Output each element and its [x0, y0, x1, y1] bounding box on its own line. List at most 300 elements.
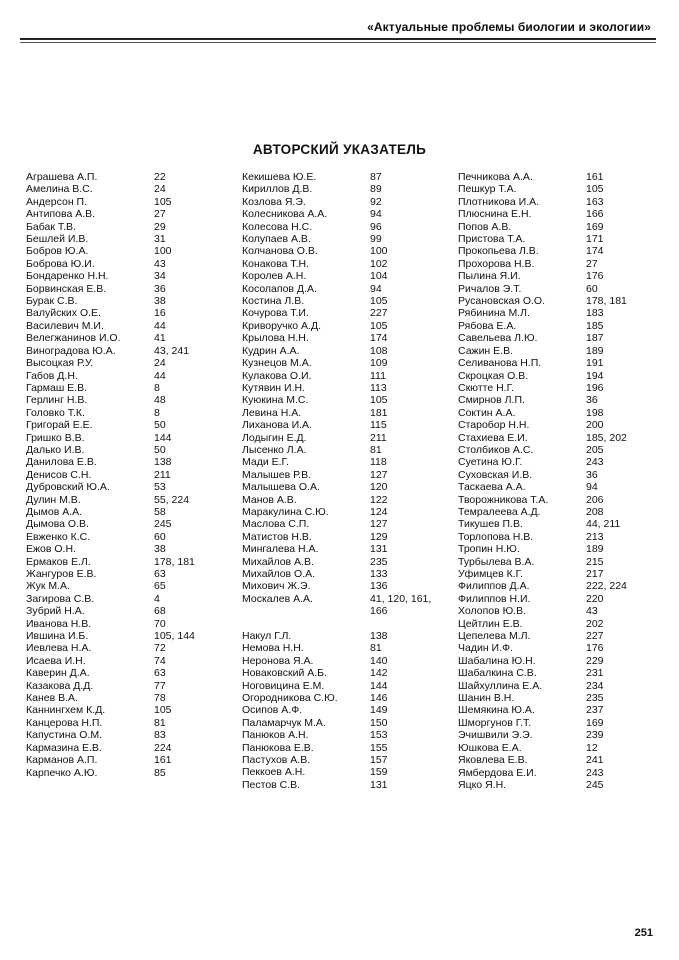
page-refs: 16: [154, 307, 166, 320]
author-name: Шайхуллина Е.А.: [458, 679, 543, 692]
author-name: Королев А.Н.: [242, 270, 307, 283]
author-name: Гармаш Е.В.: [26, 381, 88, 394]
page-refs: 222, 224: [586, 580, 627, 593]
page-refs: 169: [586, 220, 604, 233]
author-name: Дымова О.В.: [26, 518, 89, 531]
page-refs: 227: [370, 307, 388, 320]
index-entry: [458, 779, 666, 791]
page-refs: 105: [154, 704, 172, 717]
author-name: Соктин А.А.: [458, 406, 516, 419]
author-name: Ившина И.Б.: [26, 630, 89, 643]
author-name: Конакова Т.Н.: [242, 257, 310, 270]
index-entry: [242, 704, 446, 716]
index-entry: [26, 320, 234, 332]
author-name: Сажин Е.В.: [458, 344, 513, 357]
page-refs: 50: [154, 419, 166, 432]
page-refs: 63: [154, 667, 166, 680]
author-name: Пеккоев А.Н.: [242, 766, 306, 779]
index-entry: [242, 208, 446, 220]
author-name: Михайлов О.А.: [242, 568, 316, 580]
page-refs: 150: [370, 716, 388, 729]
page-refs: 122: [370, 493, 388, 506]
index-entry: [458, 444, 666, 456]
page-refs: 202: [586, 617, 604, 630]
author-name: Бешлей И.В.: [26, 233, 89, 246]
page-refs: 8: [154, 381, 160, 394]
page-refs: 189: [586, 344, 604, 357]
author-name: Головко Т.К.: [26, 406, 85, 419]
page-refs: 124: [370, 505, 388, 518]
page-refs: 208: [586, 505, 604, 518]
author-name: Ермаков Е.Л.: [26, 555, 91, 568]
author-name: Неронова Я.А.: [242, 654, 314, 667]
index-entry: [458, 283, 666, 295]
page-refs: 159: [370, 766, 388, 779]
author-name: Шморгунов Г.Т.: [458, 716, 532, 729]
page-refs: 224: [154, 741, 172, 754]
index-entry: [242, 295, 446, 307]
index-entry: [242, 233, 446, 245]
index-entry: [26, 618, 234, 630]
author-name: Виноградова Ю.А.: [26, 344, 116, 357]
page-refs: 36: [586, 468, 598, 481]
index-entry: [26, 494, 234, 506]
page-refs: 231: [586, 667, 604, 680]
author-name: Ноговицина Е.М.: [242, 679, 325, 692]
index-entry: [242, 543, 446, 555]
index-entry: [26, 332, 234, 344]
author-name: Огородникова С.Ю.: [242, 692, 338, 705]
author-name: Высоцкая Р.У.: [26, 357, 94, 370]
page-refs: 105: [370, 295, 388, 308]
author-name: Боброва Ю.И.: [26, 257, 95, 270]
index-entry: [458, 481, 666, 493]
author-name: Мингалева Н.А.: [242, 543, 319, 556]
page-refs: 146: [370, 692, 388, 705]
author-name: Кочурова Т.И.: [242, 307, 309, 320]
page-refs: 200: [586, 419, 604, 432]
author-name: Селиванова Н.П.: [458, 357, 542, 370]
index-entry: [458, 531, 666, 543]
page-refs: 129: [370, 530, 388, 543]
index-entry: [26, 754, 234, 766]
author-name: Плотникова И.А.: [458, 195, 540, 208]
page-refs: 138: [154, 456, 172, 469]
index-title: АВТОРСКИЙ УКАЗАТЕЛЬ: [252, 142, 427, 157]
author-name: Яцко Я.Н.: [458, 778, 507, 791]
index-entry: [26, 692, 234, 704]
index-entry: [242, 320, 446, 332]
index-entry: [458, 742, 666, 754]
author-name: Косолапов Д.А.: [242, 282, 317, 295]
page-refs: 149: [370, 704, 388, 717]
index-entry: [242, 345, 446, 357]
page-refs: 169: [586, 716, 604, 729]
author-name: Накул Г.Л.: [242, 630, 292, 643]
index-entry: [242, 481, 446, 493]
author-name: Колчанова О.В.: [242, 245, 318, 258]
page-refs: 178, 181: [586, 295, 627, 308]
index-entry: [26, 196, 234, 208]
index-entry: [458, 221, 666, 233]
index-entry: [26, 568, 234, 580]
author-name: Антипова А.В.: [26, 208, 96, 221]
page-refs: 105: [370, 319, 388, 332]
index-entry: [242, 667, 446, 679]
index-entry: [458, 394, 666, 406]
page-refs: 185, 202: [586, 431, 627, 444]
index-entry: [242, 357, 446, 369]
page-refs: 157: [370, 754, 388, 767]
page-refs: 133: [370, 568, 388, 580]
page-refs: 111: [370, 369, 386, 382]
page-refs: 205: [586, 443, 604, 456]
index-entry: [26, 593, 234, 605]
index-entry: [26, 283, 234, 295]
page-refs: 92: [370, 195, 382, 208]
page-refs: 41, 120, 161, 166: [370, 592, 432, 618]
page-refs: 239: [586, 729, 604, 742]
index-entry: [458, 208, 666, 220]
page-number: 251: [634, 927, 653, 939]
index-entry: [26, 506, 234, 518]
index-entry: [26, 605, 234, 617]
author-name: Мади Е.Г.: [242, 456, 289, 469]
index-entry: [458, 258, 666, 270]
page-refs: 27: [154, 208, 166, 221]
author-name: Попов А.В.: [458, 220, 512, 233]
index-entry: [242, 593, 446, 618]
index-entry: [26, 717, 234, 729]
index-entry: [242, 518, 446, 530]
page-refs: 72: [154, 642, 166, 655]
author-name: Кекишева Ю.Е.: [242, 171, 317, 183]
index-entry: [26, 481, 234, 493]
page-refs: 44: [154, 319, 166, 332]
index-entry: [242, 680, 446, 692]
index-entry: [242, 729, 446, 741]
author-name: Каверин Д.А.: [26, 667, 90, 680]
page-refs: 115: [370, 419, 387, 432]
index-entry: [458, 642, 666, 654]
author-name: Михайлов А.В.: [242, 555, 314, 568]
author-name: Стахиева Е.И.: [458, 431, 528, 444]
page-refs: 163: [586, 195, 604, 208]
author-name: Юшкова Е.А.: [458, 741, 522, 754]
author-name: Темралеева А.Д.: [458, 505, 541, 518]
index-entry: [458, 171, 666, 183]
page-refs: 131: [370, 778, 388, 791]
index-entry: [242, 456, 446, 468]
header-rule-thick: [20, 38, 656, 40]
index-entry: [458, 307, 666, 319]
author-name: Иевлева Н.А.: [26, 642, 92, 655]
page-refs: 94: [370, 282, 382, 295]
index-column-3: [458, 171, 666, 791]
page-refs: 89: [370, 183, 382, 196]
index-entry: [242, 444, 446, 456]
index-entry: [458, 717, 666, 729]
page-refs: 191: [586, 357, 604, 370]
page-refs: 100: [370, 245, 388, 258]
author-name: Денисов С.Н.: [26, 468, 92, 481]
page-refs: 155: [370, 741, 388, 754]
index-entry: [242, 766, 446, 778]
author-name: Русановская О.О.: [458, 295, 546, 308]
index-entry: [242, 258, 446, 270]
index-entry: [242, 394, 446, 406]
index-entry: [242, 642, 446, 654]
page-refs: 29: [154, 220, 166, 233]
author-name: Столбиков А.С.: [458, 443, 534, 456]
header-rule-thin: [20, 42, 656, 43]
page-refs: 105: [370, 394, 388, 407]
author-name: Карпечко А.Ю.: [26, 766, 98, 779]
author-name: Загирова С.В.: [26, 592, 95, 605]
page-refs: 12: [586, 741, 598, 754]
index-entry: [26, 518, 234, 530]
page-refs: 118: [370, 456, 387, 469]
page-refs: 245: [154, 518, 172, 531]
index-entry: [26, 432, 234, 444]
author-name: Осипов А.Ф.: [242, 704, 303, 717]
index-entry: [242, 469, 446, 481]
page-refs: 36: [586, 394, 598, 407]
index-entry: [242, 717, 446, 729]
page-refs: 206: [586, 493, 604, 506]
page-refs: 235: [370, 555, 388, 568]
index-entry: [458, 767, 666, 779]
author-name: Новаковский А.Б.: [242, 667, 327, 680]
page-refs: 31: [154, 233, 166, 246]
page-refs: 166: [586, 208, 604, 221]
index-entry: [26, 245, 234, 257]
index-entry: [26, 357, 234, 369]
author-name: Зубрий Н.А.: [26, 605, 85, 618]
page-refs: 120: [370, 481, 388, 494]
page-refs: 60: [586, 282, 598, 295]
page-refs: 215: [586, 555, 604, 568]
author-name: Шанин В.Н.: [458, 692, 515, 705]
index-entry: [458, 506, 666, 518]
author-name: Куюкина М.С.: [242, 394, 309, 407]
author-name: Бондаренко Н.Н.: [26, 270, 109, 283]
index-entry: [458, 543, 666, 555]
page-refs: 96: [370, 220, 382, 233]
author-name: Каннингхем К.Д.: [26, 704, 106, 717]
author-name: Крылова Н.Н.: [242, 332, 309, 345]
author-name: Казакова Д.Д.: [26, 679, 94, 692]
page-refs: 198: [586, 406, 604, 419]
index-entry: [26, 419, 234, 431]
author-name: Маракулина С.Ю.: [242, 505, 329, 518]
page-refs: 229: [586, 654, 604, 667]
index-entry: [458, 667, 666, 679]
page-refs: 161: [154, 754, 172, 767]
page-refs: 136: [370, 580, 388, 593]
index-entry: [242, 655, 446, 667]
page-refs: 187: [586, 332, 604, 345]
page-refs: 105: [586, 183, 604, 196]
author-name: Амелина В.С.: [26, 183, 93, 196]
page-refs: 81: [154, 716, 166, 729]
index-entry: [26, 704, 234, 716]
page-refs: 53: [154, 481, 166, 494]
index-entry: [458, 432, 666, 444]
author-name: Ричалов Э.Т.: [458, 282, 522, 295]
author-name: Панюкова Е.В.: [242, 741, 314, 754]
index-entry: [458, 593, 666, 605]
index-entry: [242, 332, 446, 344]
index-entry: [242, 580, 446, 592]
page-refs: 105, 144: [154, 630, 195, 643]
page-refs: 4: [154, 592, 160, 605]
page-refs: 153: [370, 729, 388, 742]
author-name: Пестов С.В.: [242, 778, 301, 791]
index-entry: [458, 469, 666, 481]
page-refs: 100: [154, 245, 172, 258]
index-entry: [458, 270, 666, 282]
author-name: Рябова Е.А.: [458, 319, 517, 332]
index-entry: [26, 171, 234, 183]
index-entry: [458, 568, 666, 580]
author-name: Кармазина Е.В.: [26, 741, 102, 754]
author-name: Прохорова Н.В.: [458, 257, 535, 270]
author-name: Цепелева М.Л.: [458, 630, 531, 643]
author-name: Уфимцев К.Г.: [458, 568, 523, 580]
page-refs: 27: [586, 257, 598, 270]
page-refs: 245: [586, 778, 604, 791]
index-entry: [242, 171, 446, 183]
index-column-2: [242, 171, 446, 791]
author-name: Турбылева В.А.: [458, 555, 535, 568]
index-entry: [26, 667, 234, 679]
author-name: Михович Ж.Э.: [242, 580, 311, 593]
page-refs: 104: [370, 270, 388, 283]
page-refs: 43: [154, 257, 166, 270]
page-refs: 140: [370, 654, 388, 667]
index-entry: [242, 307, 446, 319]
author-name: Левина Н.А.: [242, 406, 302, 419]
index-entry: [242, 556, 446, 568]
index-entry: [26, 456, 234, 468]
author-name: Манов А.В.: [242, 493, 297, 506]
page-refs: 108: [370, 344, 388, 357]
page-refs: 78: [154, 692, 166, 705]
page-refs: 105: [154, 195, 172, 208]
author-name: [242, 618, 370, 630]
page-refs: 43, 241: [154, 344, 190, 357]
author-name: Бобров Ю.А.: [26, 245, 89, 258]
index-entry: [458, 332, 666, 344]
author-name: Паламарчук М.А.: [242, 716, 326, 729]
index-entry: [458, 357, 666, 369]
author-name: Карманов А.П.: [26, 754, 98, 767]
author-name: Костина Л.В.: [242, 295, 305, 308]
page-refs: 87: [370, 171, 382, 183]
author-name: Плюснина Е.Н.: [458, 208, 532, 221]
author-name: Суетина Ю.Г.: [458, 456, 523, 469]
author-name: Криворучко А.Д.: [242, 319, 321, 332]
author-name: Исаева И.Н.: [26, 654, 86, 667]
author-name: Гришко В.В.: [26, 431, 85, 444]
index-entry: [26, 382, 234, 394]
index-entry: [458, 680, 666, 692]
index-entry: [458, 382, 666, 394]
page-refs: 174: [370, 332, 388, 345]
page-refs: 38: [154, 543, 166, 556]
author-name: Немова Н.Н.: [242, 642, 304, 655]
page-refs: 211: [370, 431, 387, 444]
author-name: Колесова Н.С.: [242, 220, 313, 233]
index-entry: [458, 518, 666, 530]
page-refs: 55, 224: [154, 493, 190, 506]
index-entry: [26, 580, 234, 592]
author-name: Кудрин А.А.: [242, 344, 300, 357]
index-entry: [458, 630, 666, 642]
index-entry: [458, 618, 666, 630]
index-entry: [242, 568, 446, 580]
index-entry: [458, 196, 666, 208]
index-entry: [458, 320, 666, 332]
author-name: Козлова Я.Э.: [242, 195, 306, 208]
page-refs: 24: [154, 183, 166, 196]
author-name: Борвинская Е.В.: [26, 282, 107, 295]
author-name: Дымов А.А.: [26, 505, 83, 518]
index-entry: [242, 742, 446, 754]
author-name: Валуйских О.Е.: [26, 307, 101, 320]
page-refs: [370, 618, 446, 630]
index-entry: [458, 754, 666, 766]
index-entry: [458, 456, 666, 468]
author-name: Кулакова О.И.: [242, 369, 312, 382]
index-entry: [458, 407, 666, 419]
index-entry: [242, 692, 446, 704]
page-refs: 58: [154, 505, 166, 518]
author-name: Дулин М.В.: [26, 493, 81, 506]
author-name: Чадин И.Ф.: [458, 642, 513, 655]
page-refs: 234: [586, 679, 604, 692]
page-refs: 138: [370, 630, 388, 643]
page-refs: 44, 211: [586, 518, 621, 531]
index-entry: [458, 704, 666, 716]
index-entry: [26, 183, 234, 195]
page-refs: 176: [586, 642, 604, 655]
author-name: Творожникова Т.А.: [458, 493, 549, 506]
index-entry: [242, 196, 446, 208]
author-name: Цейтлин Е.В.: [458, 617, 523, 630]
index-entry: [26, 469, 234, 481]
author-name: Шабалкина С.В.: [458, 667, 537, 680]
author-name: Бабак Т.В.: [26, 220, 76, 233]
author-name: Герлинг Н.В.: [26, 394, 88, 407]
index-entry: [26, 295, 234, 307]
author-name: Велегжанинов И.О.: [26, 332, 121, 345]
author-name: Яковлева Е.В.: [458, 754, 528, 767]
page-refs: 127: [370, 518, 388, 531]
index-entry: [458, 345, 666, 357]
index-entry: [26, 221, 234, 233]
index-entry: [26, 407, 234, 419]
page-refs: 235: [586, 692, 604, 705]
page-refs: 102: [370, 257, 388, 270]
page-refs: 24: [154, 357, 166, 370]
author-name: Бурак С.В.: [26, 295, 78, 308]
page-refs: 189: [586, 543, 604, 556]
author-name: Кутявин И.Н.: [242, 381, 305, 394]
author-name: Пастухов А.В.: [242, 754, 311, 767]
page-refs: 142: [370, 667, 388, 680]
